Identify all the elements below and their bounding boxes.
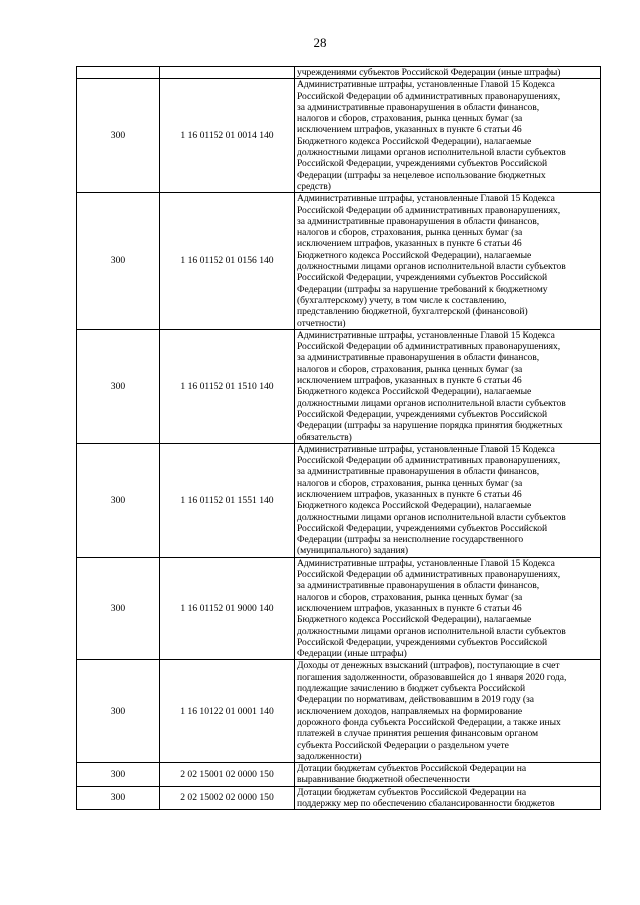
income-name-line: за административные правонарушения в области финансов,: [297, 101, 540, 113]
budget-code-cell: 1 16 01152 01 1510 140: [160, 329, 295, 443]
income-name-line: учреждениями субъектов Российской Федерации (иные штрафы): [297, 67, 561, 78]
admin-code-cell: 300: [77, 443, 160, 557]
income-name-line: должностными лицами органов исполнительной власти субъектов: [297, 261, 566, 273]
budget-code-cell: 1 16 01152 01 1551 140: [160, 443, 295, 557]
income-name-line: исключением штрафов, указанных в пункте 6 статьи 46: [297, 602, 522, 614]
income-name-line: Российской Федерации об административных правонарушениях,: [297, 90, 561, 102]
income-name-line: Дотации бюджетам субъектов Российской Федерации на: [297, 763, 527, 775]
income-name-cell: [295, 329, 601, 443]
income-name-line: Российской Федерации, учреждениями субъектов Российской: [297, 522, 548, 534]
income-name-line: Федерации (штрафы за нецелевое использование бюджетных: [297, 169, 546, 181]
budget-code-cell: 1 16 10122 01 0001 140: [160, 660, 295, 763]
admin-code-cell: [77, 67, 160, 79]
income-name-line: Бюджетного кодекса Российской Федерации), налагаемые: [297, 614, 532, 626]
income-name-line: должностными лицами органов исполнительной власти субъектов: [297, 625, 566, 637]
income-name-line: за административные правонарушения в области финансов,: [297, 580, 540, 592]
income-name-line: Дотации бюджетам субъектов Российской Федерации на: [297, 786, 527, 798]
table-row: [77, 79, 601, 193]
income-name-line: Федерации (штрафы за нарушение порядка принятия бюджетных: [297, 420, 563, 432]
income-name-line: Административные штрафы, установленные Главой 15 Кодекса: [297, 557, 555, 569]
table-body: [77, 67, 601, 810]
table-row: [77, 329, 601, 443]
income-name-line: субъекта Российской Федерации о раздельном учете: [297, 739, 509, 751]
income-name-line: налогов и сборов, страхования, рынка ценных бумаг (за: [297, 227, 523, 239]
income-name-line: поддержку мер по обеспечению сбалансированности бюджетов: [297, 798, 555, 809]
admin-code-cell: 300: [77, 763, 160, 787]
income-name-line: исключением штрафов, указанных в пункте 6 статьи 46: [297, 238, 522, 250]
income-name-line: Российской Федерации об административных правонарушениях,: [297, 455, 561, 467]
budget-code-cell: 1 16 01152 01 0156 140: [160, 193, 295, 330]
income-name-line: исключением доходов, направляемых на формирование: [297, 705, 523, 717]
income-name-line: налогов и сборов, страхования, рынка ценных бумаг (за: [297, 591, 523, 603]
table-row: [77, 193, 601, 330]
table-row: [77, 763, 601, 787]
table-row: [77, 557, 601, 660]
admin-code-cell: 300: [77, 786, 160, 810]
income-name-line: Федерации (штрафы за нарушение требований к бюджетному: [297, 283, 548, 295]
income-name-line: Федерации (штрафы за неисполнение государственного: [297, 534, 524, 546]
income-name-cell: [295, 557, 601, 660]
table-row: [77, 67, 601, 79]
admin-code-cell: 300: [77, 193, 160, 330]
income-name-line: должностными лицами органов исполнительной власти субъектов: [297, 511, 566, 523]
income-name-line: должностными лицами органов исполнительной власти субъектов: [297, 147, 566, 159]
income-name-line: за административные правонарушения в области финансов,: [297, 215, 540, 227]
income-name-line: за административные правонарушения в области финансов,: [297, 352, 540, 364]
income-name-cell: [295, 67, 601, 79]
income-name-line: должностными лицами органов исполнительной власти субъектов: [297, 397, 566, 409]
income-name-line: Бюджетного кодекса Российской Федерации), налагаемые: [297, 249, 532, 261]
page-number: 28: [313, 35, 327, 50]
budget-code-cell: 1 16 01152 01 0014 140: [160, 79, 295, 193]
income-name-line: средств): [297, 180, 331, 192]
admin-code-cell: 300: [77, 79, 160, 193]
income-name-line: Российской Федерации, учреждениями субъектов Российской: [297, 636, 548, 648]
income-name-cell: [295, 660, 601, 763]
income-name-line: погашения задолженности, образовавшейся до 1 января 2020 года,: [297, 671, 567, 683]
income-name-line: подлежащие зачислению в бюджет субъекта Российской: [297, 683, 526, 695]
income-name-cell: [295, 443, 601, 557]
admin-code-cell: 300: [77, 660, 160, 763]
income-name-line: выравнивание бюджетной обеспеченности: [297, 774, 470, 786]
income-name-line: Российской Федерации об административных правонарушениях,: [297, 569, 561, 581]
income-name-line: Бюджетного кодекса Российской Федерации), налагаемые: [297, 135, 532, 147]
income-name-line: Федерации по нормативам, действовавшим в 2019 году (за: [297, 694, 535, 706]
income-name-line: дорожного фонда субъекта Российской Федерации, а также иных: [297, 716, 561, 728]
income-name-line: задолженности): [297, 750, 362, 762]
income-name-cell: [295, 79, 601, 193]
income-name-line: за административные правонарушения в области финансов,: [297, 466, 540, 478]
income-name-line: (бухгалтерскому) учету, в том числе к составлению,: [297, 294, 507, 306]
income-name-line: Российской Федерации об административных правонарушениях,: [297, 204, 561, 216]
income-name-line: Российской Федерации об административных правонарушениях,: [297, 341, 561, 353]
budget-code-cell: 2 02 15002 02 0000 150: [160, 786, 295, 810]
income-name-line: Бюджетного кодекса Российской Федерации), налагаемые: [297, 500, 532, 512]
income-name-line: Доходы от денежных взысканий (штрафов), поступающие в счет: [297, 660, 560, 672]
income-name-cell: [295, 786, 601, 810]
income-name-line: налогов и сборов, страхования, рынка ценных бумаг (за: [297, 363, 523, 375]
budget-code-cell: [160, 67, 295, 79]
income-name-line: исключением штрафов, указанных в пункте 6 статьи 46: [297, 488, 522, 500]
income-name-line: Административные штрафы, установленные Главой 15 Кодекса: [297, 193, 555, 205]
admin-code-cell: 300: [77, 329, 160, 443]
income-name-line: исключением штрафов, указанных в пункте 6 статьи 46: [297, 375, 522, 387]
budget-classification-table: [76, 66, 601, 810]
table-row: [77, 660, 601, 763]
table-row: [77, 786, 601, 810]
income-name-line: исключением штрафов, указанных в пункте 6 статьи 46: [297, 124, 522, 136]
income-name-line: Российской Федерации, учреждениями субъектов Российской: [297, 272, 548, 284]
income-name-cell: [295, 193, 601, 330]
income-name-line: Российской Федерации, учреждениями субъектов Российской: [297, 158, 548, 170]
income-name-line: Федерации (иные штрафы): [297, 648, 407, 660]
income-name-line: налогов и сборов, страхования, рынка ценных бумаг (за: [297, 113, 523, 125]
income-name-cell: [295, 763, 601, 787]
income-name-line: Бюджетного кодекса Российской Федерации), налагаемые: [297, 386, 532, 398]
budget-code-cell: 1 16 01152 01 9000 140: [160, 557, 295, 660]
income-name-line: представлению бюджетной, бухгалтерской (финансовой): [297, 306, 528, 318]
income-name-line: Административные штрафы, установленные Главой 15 Кодекса: [297, 79, 555, 91]
income-name-line: отчетности): [297, 317, 346, 329]
income-name-line: Административные штрафы, установленные Главой 15 Кодекса: [297, 329, 555, 341]
income-name-line: Административные штрафы, установленные Главой 15 Кодекса: [297, 443, 555, 455]
income-name-line: обязательств): [297, 431, 352, 443]
income-name-line: налогов и сборов, страхования, рынка ценных бумаг (за: [297, 477, 523, 489]
admin-code-cell: 300: [77, 557, 160, 660]
income-name-line: платежей в случае принятия решения финансовым органом: [297, 728, 539, 740]
income-name-line: (муниципального) задания): [297, 545, 409, 557]
budget-code-cell: 2 02 15001 02 0000 150: [160, 763, 295, 787]
table-row: [77, 443, 601, 557]
income-name-line: Российской Федерации, учреждениями субъектов Российской: [297, 408, 548, 420]
